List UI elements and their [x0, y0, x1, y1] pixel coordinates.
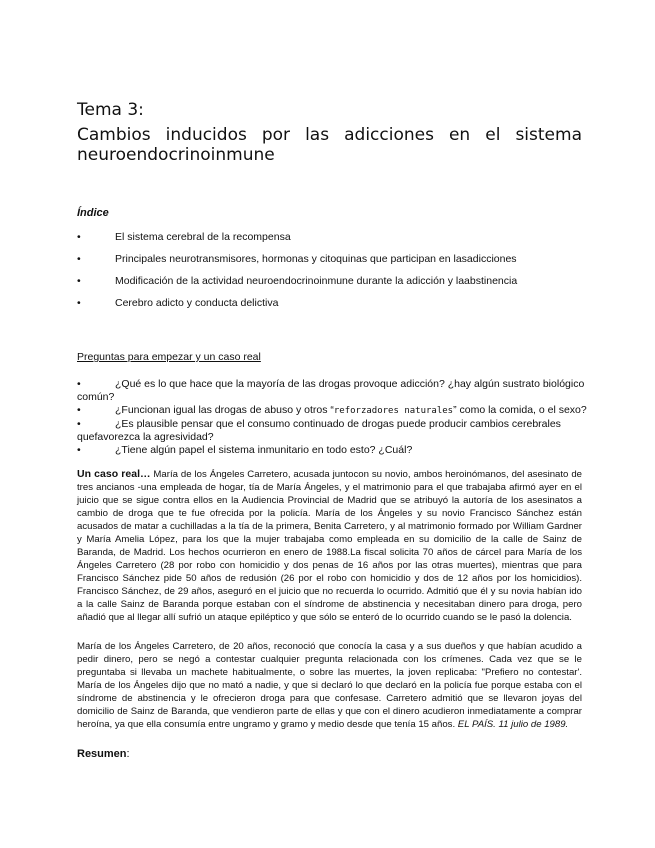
bullet-icon: • — [77, 444, 81, 456]
indice-item — [77, 252, 587, 274]
pregunta-item — [77, 404, 587, 418]
pregunta-emphasis: reforzadores naturales — [333, 406, 454, 416]
bullet-icon: • — [77, 378, 81, 390]
caso-paragraph-1 — [77, 468, 582, 624]
pregunta-text-end: ” como la comida, o el sexo? — [453, 404, 587, 416]
caso-text-2: María de los Ángeles Carretero, de 20 años, reconoció que conocía la casa y a sus dueños y que habían acudido a pedir dinero, pero se negó a contestar cualquier pregunta relacionada con los crímenes. Cada vez que se le preguntaba si llevaba un machete habitualmente, o sobre las muertes, la joven replicaba: "Prefiero no contestar'. María de los Ángeles dijo que no mató a nadie, y que si declaró lo que declaró en la policía fue porque estaba con el síndrome de abstinencia y le ofrecieron droga para que confesase. Carretero admitió que se llevaron joyas del domicilio de Sainz de Baranda, que vendieron parte de ellas y que con el dinero acudieron inmediatamente a comprar heroína, ya que ella consumía entre ungramo y gramo y medio desde que tenía 15 años. — [77, 641, 582, 730]
tema-label: Tema 3: — [77, 100, 144, 120]
resumen-colon: : — [126, 748, 130, 760]
caso-lead: Un caso real… — [77, 468, 151, 480]
indice-heading: Índice — [77, 207, 109, 219]
pregunta-text-start: ¿Funcionan igual las drogas de abuso y otros “ — [115, 404, 334, 416]
document-title: Cambios inducidos por las adicciones en el sistema neuroendocrinoinmune — [77, 125, 582, 165]
indice-item — [77, 274, 587, 296]
preguntas-list — [77, 378, 587, 457]
bullet-icon: • — [77, 253, 81, 265]
caso-paragraph-2 — [77, 640, 582, 731]
pregunta-item — [77, 378, 587, 404]
indice-item-text: Cerebro adicto y conducta delictiva — [115, 297, 279, 309]
indice-item — [77, 230, 587, 252]
bullet-icon: • — [77, 404, 81, 416]
pregunta-item — [77, 418, 587, 444]
bullet-icon: • — [77, 275, 81, 287]
pregunta-text: ¿Tiene algún papel el sistema inmunitario en todo esto? ¿Cuál? — [115, 444, 413, 456]
resumen-heading — [77, 748, 130, 760]
indice-item-text: El sistema cerebral de la recompensa — [115, 231, 291, 243]
bullet-icon: • — [77, 231, 81, 243]
pregunta-item — [77, 444, 587, 457]
preguntas-heading: Preguntas para empezar y un caso real — [77, 351, 261, 363]
pregunta-text: ¿Qué es lo que hace que la mayoría de las drogas provoque adicción? ¿hay algún sustrato biológico común? — [77, 378, 585, 403]
pregunta-text: ¿Es plausible pensar que el consumo continuado de drogas puede producir cambios cerebrales quefavorezca la agresividad? — [77, 418, 561, 443]
bullet-icon: • — [77, 418, 81, 430]
indice-item-text: Principales neurotransmisores, hormonas y citoquinas que participan en lasadicciones — [115, 253, 517, 265]
indice-item — [77, 296, 587, 318]
caso-source: EL PAÍS. 11 julio de 1989. — [457, 719, 569, 730]
bullet-icon: • — [77, 297, 81, 309]
indice-item-text: Modificación de la actividad neuroendocrinoinmune durante la adicción y laabstinencia — [115, 275, 518, 287]
resumen-label: Resumen — [77, 748, 127, 760]
caso-text-1: María de los Ángeles Carretero, acusada juntocon su novio, ambos heroinómanos, del asesinato de tres ancianos -una empleada de hogar, tía de María Ángeles, y el matrimonio para el que trabajaba afirmó ayer en el juicio que se sigue contra ellos en la Audiencia Provincial de Madrid que se atribuyó la autoría de los asesinatos a cambio de droga que te fue ofrecida por la policía. María de los Ángeles y su novio Francisco Sánchez están acusados de matar a cuchilladas a la tía de la primera, Benita Carretero, y al matrimonio formado por William Gardner y María Amelia López, para los que la mujer trabajaba como empleada en su domicilio de la calle de Sainz de Baranda, de Madrid. Los hechos ocurrieron en enero de 1988.La fiscal solicita 70 años de cárcel para María de los Ángeles Carretero (28 por robo con homicidio y dos penas de 16 años por las otras muertes), mientras que para Francisco Sánchez pide 50 años de redusión (26 por el robo con homicidio y dos de 12 años por los homicidios). Francisco Sánchez, de 29 años, aseguró en el juicio que no recuerda lo ocurrido. Admitió que él y su novia habían ido a la calle Sainz de Baranda porque estaban con el síndrome de abstinencia y necesitaban dinero para droga, pero añadió que al llegar allí sufrió un ataque epiléptico y que sólo se enteró de lo ocurrido cuando se le pasó la dolencia. — [77, 469, 582, 623]
indice-list — [77, 230, 587, 318]
